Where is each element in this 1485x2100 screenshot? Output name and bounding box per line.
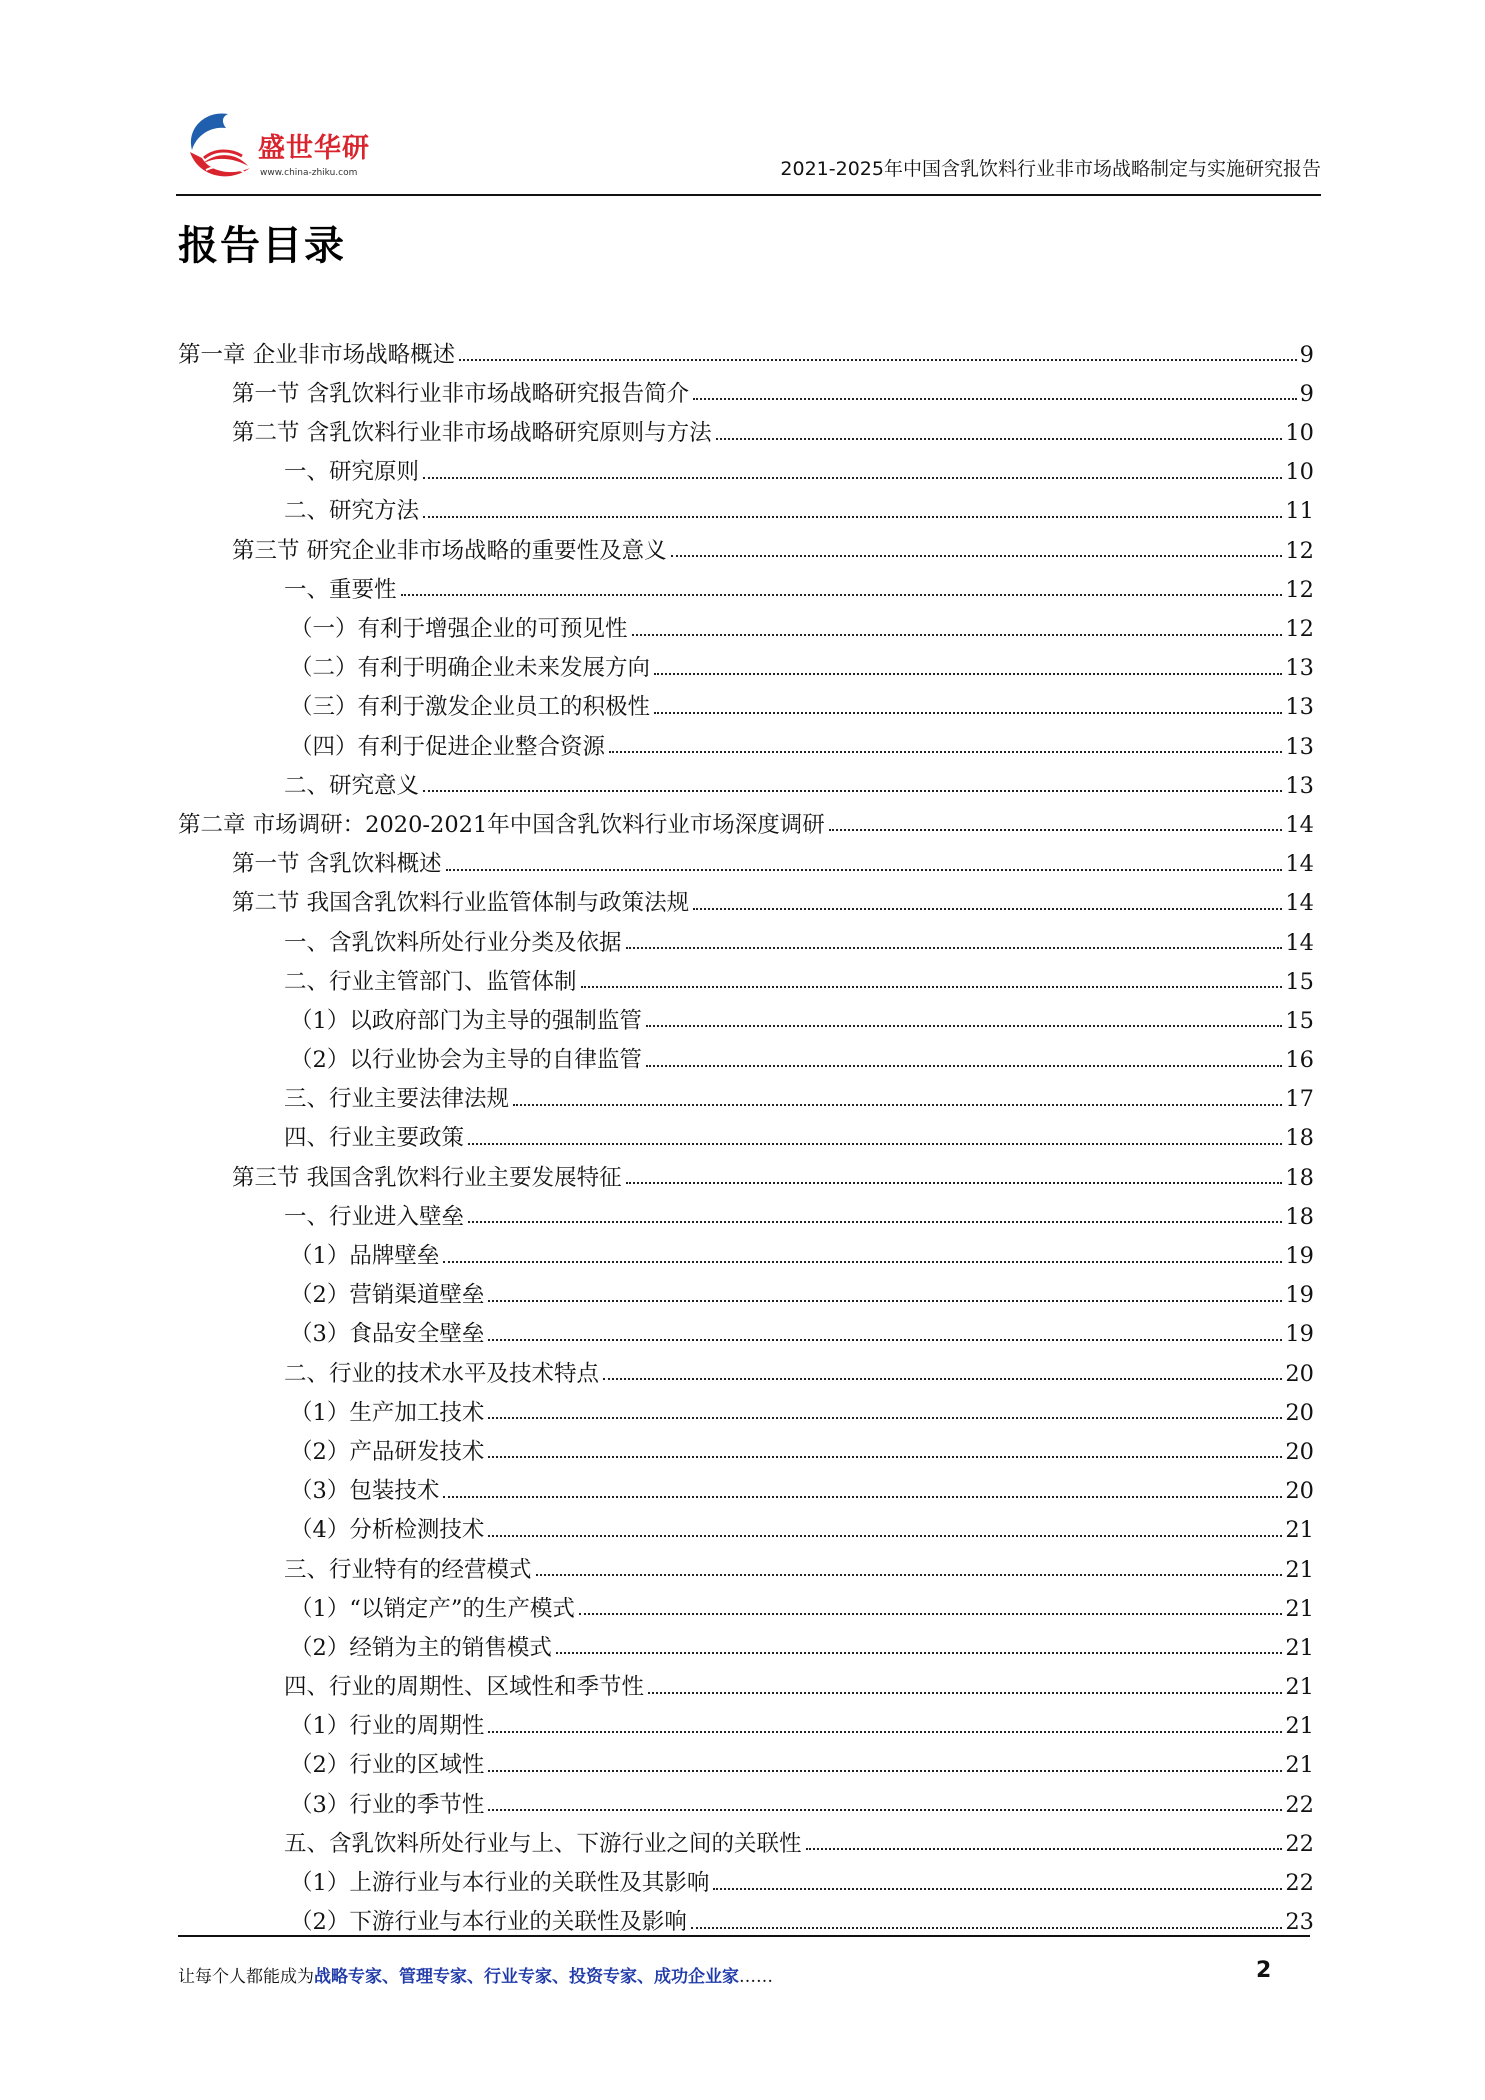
report-title: 2021-2025年中国含乳饮料行业非市场战略制定与实施研究报告 (780, 158, 1321, 180)
toc-entry-title: （1）品牌壁垒 (290, 1243, 440, 1269)
toc-dot-leader (468, 1220, 1282, 1223)
toc-dot-leader (536, 1573, 1283, 1576)
footer-slogan-suffix: …… (739, 1967, 773, 1987)
toc-entry-title: 四、行业主要政策 (284, 1125, 465, 1152)
toc-page-number: 19 (1285, 1282, 1314, 1309)
toc-dot-leader (488, 1455, 1282, 1458)
toc-dot-leader (556, 1651, 1283, 1654)
toc-entry-title: 第二节 我国含乳饮料行业监管体制与政策法规 (232, 890, 690, 917)
toc-page-number: 13 (1285, 655, 1314, 682)
toc-entry[interactable] (178, 1581, 1314, 1620)
toc-entry-title: 二、研究意义 (284, 772, 420, 799)
toc-entry-title: 四、行业的周期性、区域性和季节性 (284, 1674, 645, 1701)
toc-dot-leader (632, 633, 1283, 636)
toc-entry-title: 第一章 企业非市场战略概述 (178, 341, 456, 368)
toc-dot-leader (646, 1024, 1283, 1027)
toc-entry[interactable] (178, 719, 1314, 758)
toc-dot-leader (829, 828, 1283, 831)
toc-entry-title: （2）行业的区域性 (290, 1752, 485, 1779)
toc-page-number: 21 (1285, 1674, 1314, 1701)
toc-entry-title: （二）有利于明确企业未来发展方向 (290, 655, 651, 682)
toc-entry[interactable] (178, 1542, 1314, 1581)
toc-page-number: 20 (1285, 1399, 1314, 1426)
toc-page-number: 21 (1285, 1752, 1314, 1779)
toc-dot-leader (654, 711, 1282, 714)
toc-page-number: 21 (1285, 1556, 1314, 1583)
toc-entry[interactable] (178, 1620, 1314, 1659)
toc-entry[interactable] (178, 1855, 1314, 1894)
toc-entry[interactable] (178, 1385, 1314, 1424)
toc-dot-leader (423, 515, 1282, 518)
toc-entry-title: 一、含乳饮料所处行业分类及依据 (284, 929, 622, 956)
toc-page-number: 12 (1285, 537, 1314, 564)
toc-entry[interactable] (178, 758, 1314, 797)
toc-page-number: 11 (1285, 498, 1314, 525)
toc-page-number: 21 (1285, 1517, 1314, 1544)
toc-entry-title: 第一节 含乳饮料概述 (232, 851, 442, 878)
toc-entry[interactable] (178, 1503, 1314, 1542)
table-of-contents (178, 327, 1314, 1934)
toc-dot-leader (423, 476, 1282, 479)
toc-entry-title: （2）经销为主的销售模式 (290, 1634, 552, 1661)
toc-dot-leader (488, 1730, 1282, 1733)
toc-entry[interactable] (178, 993, 1314, 1032)
toc-page-number: 20 (1285, 1360, 1314, 1387)
toc-dot-leader (806, 1847, 1283, 1850)
toc-entry[interactable] (178, 954, 1314, 993)
toc-dot-leader (459, 358, 1297, 361)
toc-dot-leader (513, 1103, 1282, 1106)
toc-entry[interactable] (178, 1424, 1314, 1463)
toc-entry-title: （1）生产加工技术 (290, 1399, 485, 1426)
toc-entry[interactable] (178, 523, 1314, 562)
toc-entry[interactable] (178, 1463, 1314, 1505)
toc-entry-title: 二、行业主管部门、监管体制 (284, 968, 577, 995)
toc-page-number: 14 (1285, 851, 1314, 878)
toc-page-number: 18 (1285, 1203, 1314, 1230)
toc-entry-title: 第一节 含乳饮料行业非市场战略研究报告简介 (232, 380, 690, 407)
footer-divider (178, 1935, 1310, 1937)
toc-dot-leader (693, 907, 1282, 910)
toc-entry[interactable] (178, 1072, 1314, 1111)
toc-entry[interactable] (178, 915, 1314, 954)
toc-entry-title: （2）营销渠道壁垒 (290, 1282, 485, 1309)
toc-entry-title: （3）包装技术 (290, 1478, 440, 1505)
toc-entry[interactable] (178, 1659, 1314, 1701)
toc-dot-leader (609, 750, 1282, 753)
toc-dot-leader (446, 868, 1283, 871)
toc-entry-title: （四）有利于促进企业整合资源 (290, 733, 606, 760)
toc-entry-title: （一）有利于增强企业的可预见性 (290, 616, 628, 642)
toc-entry[interactable] (178, 797, 1314, 836)
toc-page-number: 18 (1285, 1125, 1314, 1152)
toc-page-number: 21 (1285, 1634, 1314, 1661)
toc-page-number: 10 (1285, 459, 1314, 486)
toc-entry-title: （2）下游行业与本行业的关联性及影响 (290, 1909, 687, 1936)
page-number: 2 (1256, 1958, 1272, 1983)
toc-entry[interactable] (178, 1307, 1314, 1346)
toc-entry-title: 第三节 研究企业非市场战略的重要性及意义 (232, 537, 667, 564)
toc-page-number: 18 (1285, 1164, 1314, 1191)
toc-entry[interactable] (178, 1228, 1314, 1267)
logo-name: 盛世华研 (258, 133, 370, 164)
toc-page-number: 13 (1285, 733, 1314, 760)
toc-page-number: 19 (1285, 1243, 1314, 1269)
toc-dot-leader (654, 672, 1282, 675)
toc-dot-leader (713, 1887, 1282, 1890)
toc-entry-title: 五、含乳饮料所处行业与上、下游行业之间的关联性 (284, 1830, 802, 1857)
toc-entry[interactable] (178, 1816, 1314, 1855)
toc-entry-title: （3）食品安全壁垒 (290, 1321, 485, 1348)
toc-dot-leader (488, 1769, 1282, 1772)
toc-entry-title: 一、行业进入壁垒 (284, 1203, 465, 1230)
toc-entry-title: 一、重要性 (284, 576, 397, 603)
toc-entry[interactable] (178, 876, 1314, 915)
toc-entry-title: 三、行业主要法律法规 (284, 1086, 510, 1113)
toc-dot-leader (443, 1495, 1282, 1498)
footer-slogan-highlight: 战略专家、管理专家、行业专家、投资专家、成功企业家 (314, 1967, 739, 1987)
toc-dot-leader (626, 946, 1283, 949)
toc-page-number: 22 (1285, 1791, 1314, 1818)
toc-page-number: 9 (1299, 341, 1314, 368)
toc-page-number: 22 (1285, 1870, 1314, 1896)
toc-dot-leader (488, 1416, 1282, 1419)
toc-entry[interactable] (178, 562, 1314, 601)
toc-entry-title: 一、研究原则 (284, 459, 420, 486)
logo-url: www.china-zhiku.com (260, 168, 358, 178)
toc-dot-leader (648, 1691, 1282, 1694)
toc-entry-title: 三、行业特有的经营模式 (284, 1556, 532, 1583)
toc-entry[interactable] (178, 1189, 1314, 1228)
toc-entry[interactable] (178, 1268, 1314, 1307)
toc-entry[interactable] (178, 1032, 1314, 1074)
toc-entry-title: （3）行业的季节性 (290, 1791, 485, 1818)
toc-entry[interactable] (178, 484, 1314, 523)
toc-page-number: 23 (1285, 1909, 1314, 1936)
toc-dot-leader (488, 1808, 1282, 1811)
toc-entry[interactable] (178, 1699, 1314, 1738)
toc-page-number: 14 (1285, 929, 1314, 956)
toc-entry-title: （1）以政府部门为主导的强制监管 (290, 1007, 642, 1034)
toc-entry-title: 二、研究方法 (284, 498, 420, 525)
toc-page-number: 22 (1285, 1830, 1314, 1857)
toc-dot-leader (488, 1338, 1282, 1341)
toc-dot-leader (443, 1260, 1282, 1263)
toc-entry[interactable] (178, 1111, 1314, 1150)
toc-dot-leader (488, 1299, 1282, 1302)
toc-page-number: 15 (1285, 1007, 1314, 1034)
toc-entry-title: （1）上游行业与本行业的关联性及其影响 (290, 1870, 710, 1896)
toc-page-number: 17 (1285, 1086, 1314, 1113)
toc-dot-leader (626, 1181, 1283, 1184)
toc-dot-leader (691, 1926, 1283, 1929)
toc-entry-title: 二、行业的技术水平及技术特点 (284, 1360, 600, 1387)
toc-page-number: 15 (1285, 968, 1314, 995)
toc-entry[interactable] (178, 1346, 1314, 1385)
toc-dot-leader (693, 397, 1297, 400)
toc-dot-leader (468, 1142, 1282, 1145)
toc-entry-title: （4）分析检测技术 (290, 1517, 485, 1544)
toc-entry-title: （2）以行业协会为主导的自律监管 (290, 1047, 642, 1074)
toc-page-number: 12 (1285, 616, 1314, 642)
toc-page-number: 9 (1299, 380, 1314, 407)
toc-page-number: 21 (1285, 1713, 1314, 1740)
toc-entry[interactable] (178, 836, 1314, 878)
toc-entry[interactable] (178, 641, 1314, 680)
toc-entry[interactable] (178, 445, 1314, 484)
toc-entry[interactable] (178, 1895, 1314, 1934)
toc-entry-title: 第三节 我国含乳饮料行业主要发展特征 (232, 1164, 622, 1191)
toc-dot-leader (671, 554, 1283, 557)
toc-page-number: 20 (1285, 1438, 1314, 1465)
toc-dot-leader (401, 593, 1283, 596)
toc-dot-leader (716, 437, 1283, 440)
toc-entry[interactable] (178, 680, 1314, 719)
toc-entry[interactable] (178, 366, 1314, 405)
toc-entry-title: （1）“以销定产”的生产模式 (290, 1595, 575, 1622)
toc-page-number: 14 (1285, 811, 1314, 838)
company-logo (176, 106, 476, 190)
toc-entry-title: （三）有利于激发企业员工的积极性 (290, 694, 651, 721)
toc-entry[interactable] (178, 405, 1314, 447)
logo-emblem-icon (176, 106, 258, 190)
toc-entry[interactable] (178, 601, 1314, 640)
toc-page-number: 12 (1285, 576, 1314, 603)
toc-entry-title: 第二章 市场调研：2020-2021年中国含乳饮料行业市场深度调研 (178, 811, 825, 838)
toc-dot-leader (581, 985, 1283, 988)
toc-page-number: 10 (1285, 420, 1314, 447)
toc-entry-title: （1）行业的周期性 (290, 1713, 485, 1740)
toc-entry-title: 第二节 含乳饮料行业非市场战略研究原则与方法 (232, 420, 712, 447)
toc-page-number: 13 (1285, 772, 1314, 799)
toc-dot-leader (579, 1612, 1283, 1615)
toc-page-number: 19 (1285, 1321, 1314, 1348)
toc-page-number: 14 (1285, 890, 1314, 917)
toc-dot-leader (488, 1534, 1282, 1537)
toc-page-number: 21 (1285, 1595, 1314, 1622)
toc-entry[interactable] (178, 327, 1314, 366)
toc-dot-leader (423, 789, 1282, 792)
footer-slogan (178, 1962, 773, 1987)
toc-dot-leader (646, 1064, 1283, 1067)
toc-entry[interactable] (178, 1150, 1314, 1189)
toc-dot-leader (603, 1377, 1282, 1380)
toc-entry[interactable] (178, 1777, 1314, 1816)
toc-page-number: 16 (1285, 1047, 1314, 1074)
footer-slogan-prefix: 让每个人都能成为 (178, 1967, 314, 1987)
toc-page-number: 20 (1285, 1478, 1314, 1505)
page-title: 报告目录 (178, 223, 346, 269)
toc-page-number: 13 (1285, 694, 1314, 721)
toc-entry[interactable] (178, 1738, 1314, 1777)
page-header (176, 100, 1321, 198)
toc-entry-title: （2）产品研发技术 (290, 1438, 485, 1465)
header-divider (176, 194, 1321, 196)
